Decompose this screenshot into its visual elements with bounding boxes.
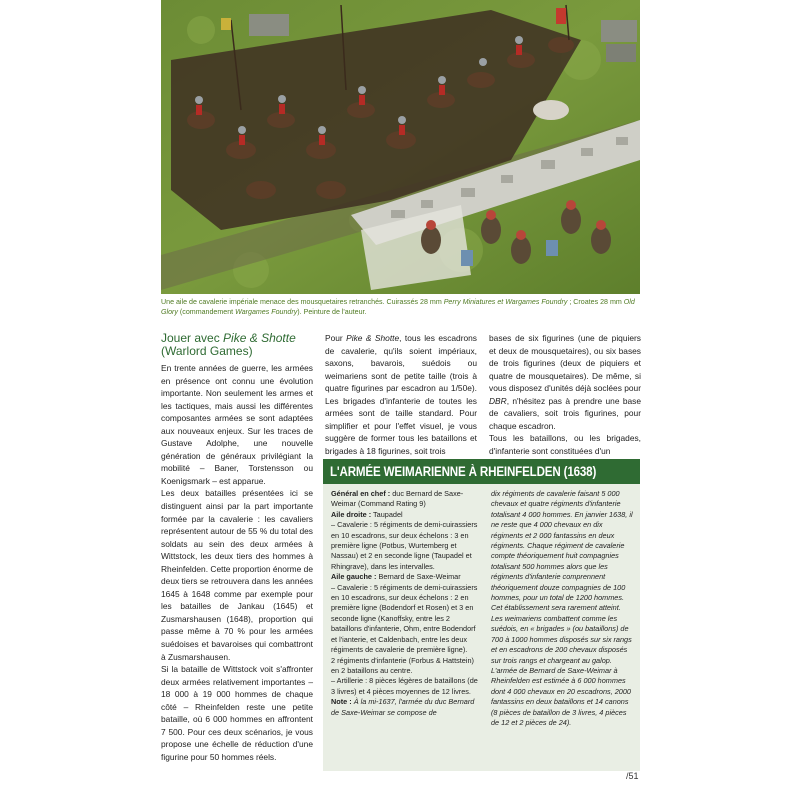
paragraph: Pour Pike & Shotte, tous les escadrons de cavalerie, qu'ils soient impériaux, saxons, bavarois, suédois ou weimariens sont de petite taille (trois à quatre figurines par escadron au 1/50e). Les brigades d'infanterie de toutes les armées sont de taille standard. Pour simplifier et pour l'effet visuel, je vous suggère de former tous les bataillons et brigades à 18 figurines, soit trois <box>325 333 477 456</box>
army-sidebar-box <box>323 459 640 771</box>
article-title: Jouer avec Pike & Shotte (Warlord Games) <box>161 331 296 358</box>
article-column-2 <box>325 332 477 457</box>
photo-caption: Une aile de cavalerie impériale menace des mousquetaires retranchés. Cuirassés 28 mm Perry Miniatures et Wargames Foundry ; Croates 28 mm Old Glory (commandement Wargames Foundry). Peinture de l'auteur. <box>161 298 635 316</box>
sidebar-column-2: dix régiments de cavalerie faisant 5 000 chevaux et quatre régiments d'infanterie totalisant 4 000 hommes. En janvier 1638, il ne reste que 4 000 chevaux en dix régiments et 2 000 fantassins en deux régiments. Chaque régiment de cavalerie compte théoriquement huit compagnies totalisant 500 hommes alors que les régiments d'infanterie comprennent théoriquement douze compagnies de 100 hommes, pour un total de 1200 hommes. Cet établissement sera rarement atteint. Les weimariens combattent comme les suédois, en « brigades » (ou bataillons) de 700 à 1000 hommes disposés sur six rangs et en escadrons de 200 chevaux disposés sur trois rangs et chargeant au galop. L'armée de Bernard de Saxe-Weimar à Rheinfelden est estimée à 6 000 hommes dont 4 000 chevaux en 20 escadrons, 2000 fantassins en deux bataillons et 14 canons (8 pièces de bataillon de 3 livres, 4 pièces de 12 et 2 pièces de 24). <box>491 489 633 727</box>
paragraph: Si la bataille de Wittstock voit s'affronter deux armées relativement importantes – 18 000 à 19 000 hommes de chaque côté – Rheinfelden reste une petite bataille, où 6 000 hommes en affrontent 7 500. Pour ces deux scénarios, je vous propose une échelle de réduction d'une figurine pour 50 hommes réels. <box>161 664 313 762</box>
paragraph: Tous les bataillons, ou les brigades, d'infanterie sont constituées d'un <box>489 433 641 456</box>
article-column-3 <box>489 332 641 457</box>
paragraph: bases de six figurines (une de piquiers et deux de mousquetaires), ou six bases de trois figurines (deux de piquiers et quatre de mousquetaires). De même, si vous disposez d'unités déjà soclées pour DBR, n'hésitez pas à prendre une base de cavaliers, soit trois figurines, pour chaque escadron. <box>489 333 641 431</box>
sidebar-column-1: Général en chef : duc Bernard de Saxe-Weimar (Command Rating 9) Aile droite : Taupadel – Cavalerie : 5 régiments de demi-cuirassiers en 10 escadrons, sur deux échelons : 3 en première ligne (Potbus, Wurtemberg et Nassau) et 2 en seconde ligne (Taupadel et Rhingrave), dans les intervalles. Aile gauche : Bernard de Saxe-Weimar – Cavalerie : 5 régiments de demi-cuirassiers en 10 escadrons, sur deux échelons : 2 en première ligne (Bodendorf et Rosen) et 3 en seconde ligne (Kanoffsky, entre les 2 bataillons d'infanterie, Ohm, entre Bodendorf et l'ianterie, et Caldenbach, entre les deux régiments de cavalerie de première ligne). 2 régiments d'infanterie (Forbus & Hattstein) en 2 bataillons au centre. – Artillerie : 8 pièces légères de bataillons (de 3 livres) et 4 pièces moyennes de 12 livres. Note : À la mi-1637, l'armée du duc Bernard de Saxe-Weimar se compose de <box>331 489 478 717</box>
sidebar-title: L'ARMÉE WEIMARIENNE À RHEINFELDEN (1638) <box>330 464 597 479</box>
page-number: /51 <box>626 771 639 781</box>
miniature-battle-photo <box>161 0 640 294</box>
article-column-1 <box>161 332 313 764</box>
paragraph: En trente années de guerre, les armées en présence ont connu une évolution importante. Non seulement les armes et les tactiques, mais aussi les différentes composantes armées se sont adaptées aux nouveaux enjeux. Sur les traces de Gustave Adolphe, une nouvelle génération de généraux privilégiant la mobilité – Baner, Torstensson ou Koenigsmark – est apparue. <box>161 363 313 486</box>
sidebar-header <box>323 459 640 484</box>
paragraph: Les deux batailles présentées ici se distinguent ainsi par la part importante formée par la cavalerie : les cavaliers représentent autour de 55 % du total des soldats au sein des deux armées à Wittstock, les deux tiers des hommes à Rheinfelden. Cette proportion énorme de deux tiers se retrouvera dans les années 1645 à 1648 comme par exemple pour les batailles de Jankau (1645) et Zusmarshausen (1648), proportion qui passe même à 70 % pour les armées suédoises et bavaroises qui combattront à Zusmarshausen. <box>161 488 313 662</box>
